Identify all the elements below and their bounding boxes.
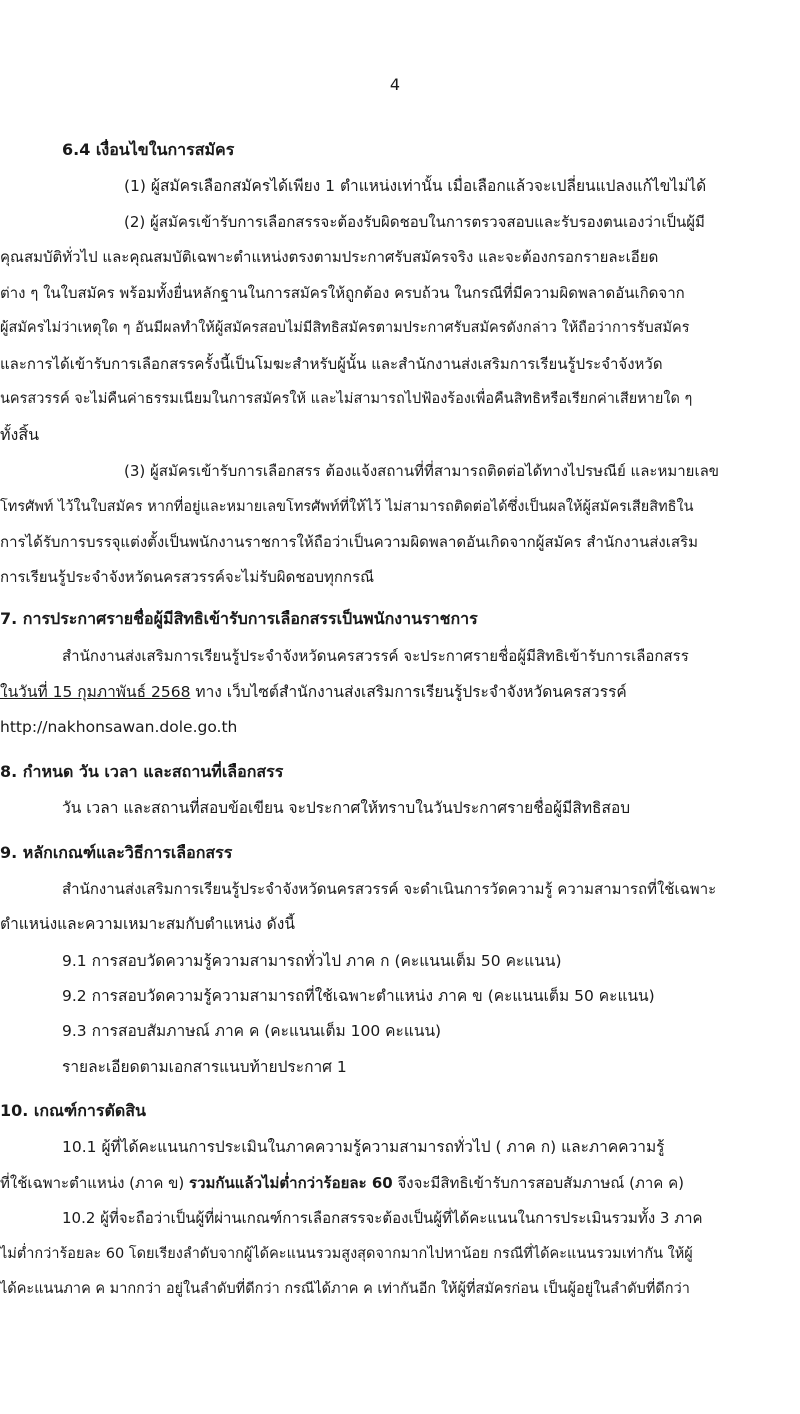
section-6-4-item-3-line: โทรศัพท์ ไว้ในใบสมัคร หากที่อยู่และหมายเลขโทรศัพท์ที่ให้ไว้ ไม่สามารถติดต่อได้ซึ่งเป็นผลให้ผู้สมัครเสียสิทธิใน — [0, 499, 694, 515]
section-10-1-text: ที่ใช้เฉพาะตำแหน่ง (ภาค ข) — [0, 1174, 190, 1192]
section-10-2-line: 10.2 ผู้ที่จะถือว่าเป็นผู้ที่ผ่านเกณฑ์การเลือกสรรจะต้องเป็นผู้ที่ได้คะแนนในการประเมินรวมทั้ง 3 ภาค — [62, 1209, 703, 1227]
section-9-item: 9.2 การสอบวัดความรู้ความสามารถที่ใช้เฉพาะตำแหน่ง ภาค ข (คะแนนเต็ม 50 คะแนน) — [62, 987, 655, 1005]
section-6-4-item-2-line: นครสวรรค์ จะไม่คืนค่าธรรมเนียมในการสมัครให้ และไม่สามารถไปฟ้องร้องเพื่อคืนสิทธิหรือเรียกค่าเสียหายใด ๆ — [0, 391, 693, 407]
section-8-line: วัน เวลา และสถานที่สอบข้อเขียน จะประกาศให้ทราบในวันประกาศรายชื่อผู้มีสิทธิสอบ — [62, 799, 631, 817]
section-6-4-item-2-line: ทั้งสิ้น — [0, 425, 40, 444]
section-6-4-item-2-line: คุณสมบัติทั่วไป และคุณสมบัติเฉพาะตำแหน่งตรงตามประกาศรับสมัครจริง และจะต้องกรอกรายละเอียด — [0, 248, 659, 266]
section-9-line: ตำแหน่งและความเหมาะสมกับตำแหน่ง ดังนี้ — [0, 915, 295, 933]
section-10-heading: 10. เกณฑ์การตัดสิน — [0, 1101, 146, 1120]
section-6-4-heading: 6.4 เงื่อนไขในการสมัคร — [62, 140, 235, 159]
section-6-4-item-3-line: (3) ผู้สมัครเข้ารับการเลือกสรร ต้องแจ้งสถานที่ที่สามารถติดต่อได้ทางไปรษณีย์ และหมายเลข — [124, 462, 720, 480]
page-number: 4 — [389, 75, 401, 94]
announcement-channel: ทาง เว็บไซต์สำนักงานส่งเสริมการเรียนรู้ประจำจังหวัดนครสวรรค์ — [190, 683, 627, 701]
announcement-date: ในวันที่ 15 กุมภาพันธ์ 2568 — [0, 683, 191, 701]
section-10-1-text: จึงจะมีสิทธิเข้ารับการสอบสัมภาษณ์ (ภาค ค) — [392, 1174, 684, 1192]
section-8-heading: 8. กำหนด วัน เวลา และสถานที่เลือกสรร — [0, 762, 284, 781]
section-10-1-threshold: รวมกันแล้วไม่ต่ำกว่าร้อยละ 60 — [189, 1174, 393, 1192]
section-9-item: 9.3 การสอบสัมภาษณ์ ภาค ค (คะแนนเต็ม 100 คะแนน) — [62, 1022, 442, 1040]
section-6-4-item-1: (1) ผู้สมัครเลือกสมัครได้เพียง 1 ตำแหน่งเท่านั้น เมื่อเลือกแล้วจะเปลี่ยนแปลงแก้ไขไม่ได้ — [124, 177, 707, 195]
section-9-heading: 9. หลักเกณฑ์และวิธีการเลือกสรร — [0, 843, 233, 862]
section-7-line — [0, 681, 800, 703]
section-7-line: สำนักงานส่งเสริมการเรียนรู้ประจำจังหวัดนครสวรรค์ จะประกาศรายชื่อผู้มีสิทธิเข้ารับการเลือกสรร — [62, 647, 689, 665]
section-9-item: 9.1 การสอบวัดความรู้ความสามารถทั่วไป ภาค ก (คะแนนเต็ม 50 คะแนน) — [62, 952, 562, 970]
section-10-1-line — [0, 1172, 800, 1194]
section-10-1-line: 10.1 ผู้ที่ได้คะแนนการประเมินในภาคความรู้ความสามารถทั่วไป ( ภาค ก) และภาคความรู้ — [62, 1138, 665, 1156]
section-6-4-item-2-line: ผู้สมัครไม่ว่าเหตุใด ๆ อันมีผลทำให้ผู้สมัครสอบไม่มีสิทธิสมัครตามประกาศรับสมัครดังกล่าว ให้ถือว่าการรับสมัคร — [0, 320, 690, 336]
website-url: http://nakhonsawan.dole.go.th — [0, 718, 238, 736]
section-9-note: รายละเอียดตามเอกสารแนบท้ายประกาศ 1 — [62, 1058, 347, 1076]
section-6-4-item-3-line: การเรียนรู้ประจำจังหวัดนครสวรรค์จะไม่รับผิดชอบทุกกรณี — [0, 568, 375, 586]
section-10-2-line: ไม่ต่ำกว่าร้อยละ 60 โดยเรียงลำดับจากผู้ได้คะแนนรวมสูงสุดจากมากไปหาน้อย กรณีที่ได้คะแนนรวมเท่ากัน ให้ผู้ — [0, 1246, 693, 1262]
section-6-4-item-2-line: (2) ผู้สมัครเข้ารับการเลือกสรรจะต้องรับผิดชอบในการตรวจสอบและรับรองตนเองว่าเป็นผู้มี — [124, 213, 705, 231]
section-9-line: สำนักงานส่งเสริมการเรียนรู้ประจำจังหวัดนครสวรรค์ จะดำเนินการวัดความรู้ ความสามารถที่ใช้เฉพาะ — [62, 880, 717, 898]
section-10-2-line: ได้คะแนนภาค ค มากกว่า อยู่ในลำดับที่ดีกว่า กรณีได้ภาค ค เท่ากันอีก ให้ผู้ที่สมัครก่อน เป็นผู้อยู่ในลำดับที่ดีกว่า — [0, 1281, 690, 1297]
section-6-4-item-2-line: ต่าง ๆ ในใบสมัคร พร้อมทั้งยื่นหลักฐานในการสมัครให้ถูกต้อง ครบถ้วน ในกรณีที่มีความผิดพลาดอันเกิดจาก — [0, 284, 685, 302]
section-6-4-item-2-line: และการได้เข้ารับการเลือกสรรครั้งนี้เป็นโมฆะสำหรับผู้นั้น และสำนักงานส่งเสริมการเรียนรู้ประจำจังหวัด — [0, 355, 663, 373]
section-7-heading: 7. การประกาศรายชื่อผู้มีสิทธิเข้ารับการเลือกสรรเป็นพนักงานราชการ — [0, 609, 478, 628]
section-6-4-item-3-line: การได้รับการบรรจุแต่งตั้งเป็นพนักงานราชการให้ถือว่าเป็นความผิดพลาดอันเกิดจากผู้สมัคร สำนักงานส่งเสริม — [0, 533, 698, 551]
